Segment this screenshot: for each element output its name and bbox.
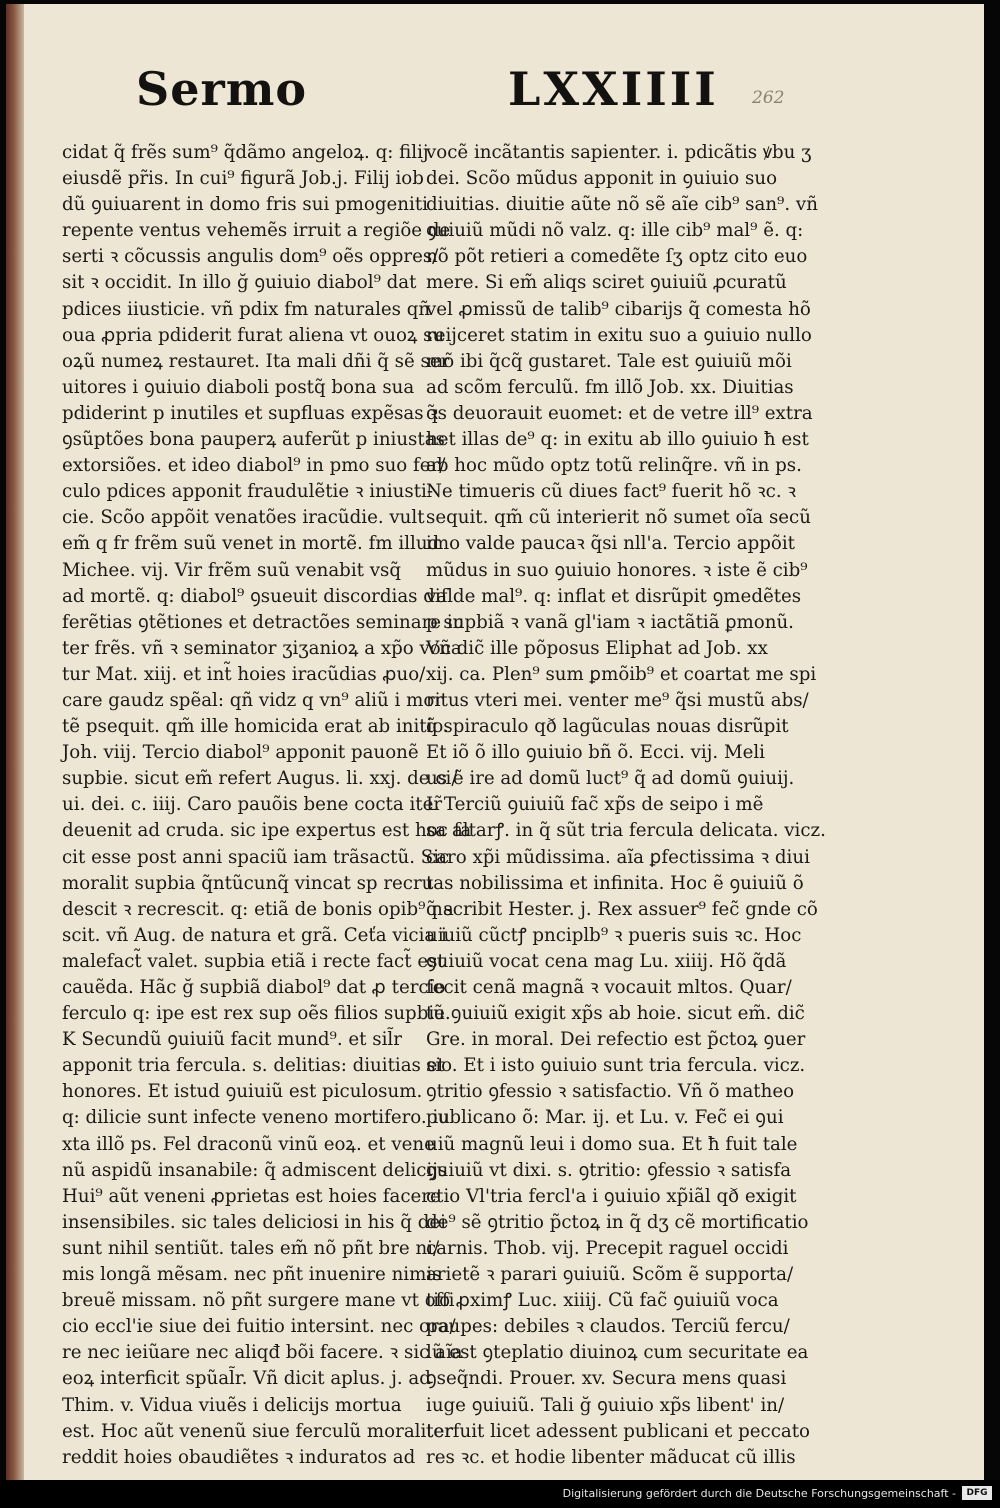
text-line: Gre. in moral. Dei refectio est p̃ctoꝝ ꝯuer (426, 1029, 806, 1051)
text-line: Hui⁹ aũt veneni ꝓprietas est hoies facere (62, 1185, 441, 1207)
text-line: descit ꝛ recrescit. q: etiã de bonis opib⁹ na (62, 898, 454, 920)
digitization-footer (0, 1480, 1000, 1508)
text-line: ui. dei. c. iiij. Caro pauõis bene cocta iter̃ (62, 794, 443, 816)
text-line: Et iõ õ illo ꝯuiuio bñ õ. Ecci. vij. Meli (426, 742, 765, 764)
book-binding-edge (6, 4, 24, 1480)
text-line: tẽ psequit. qm̃ ille homicida erat ab initio. (62, 716, 449, 738)
text-line: q̃ spiraculo qð lagũculas nouas disrũpit (426, 716, 789, 738)
text-line: dũ ꝯuiuarent in domo fris sui pmogeniti (62, 194, 428, 216)
text-line: xij. ca. Plen⁹ sum ꝑmõib⁹ et coartat me spi (426, 663, 817, 685)
text-line: carnis. Thob. vij. Precepit raguel occidi (426, 1237, 789, 1259)
text-line: terfuit licet adessent publicani et peccato (426, 1420, 810, 1442)
text-line: sa altarꝭ. in q̃ sũt tria fercula delicata. vicz. (426, 820, 826, 842)
text-line: q: dilicie sunt infecte veneno mortifero. iu (62, 1107, 450, 1129)
text-line: us ẽ ire ad domũ luct⁹ q̃ ad domũ ꝯuiuij. (426, 768, 795, 790)
text-line: oꝝũ numeꝝ restauret. Ita mali dñi q̃ sẽ ser (62, 350, 450, 372)
text-line: de⁹ sẽ ꝯtritio p̃ctoꝝ in q̃ dʒ cẽ mortificatio (426, 1211, 809, 1233)
text-line: repente ventus vehemẽs irruit a regiõe de (62, 220, 451, 242)
text-line: apponit tria fercula. s. delitias: diuitias et (62, 1055, 445, 1077)
book-page (6, 4, 984, 1480)
text-line: Michee. vij. Vir frẽm suũ venabit vsq̃ (62, 559, 401, 581)
text-line: culo pdices apponit fraudulẽtie ꝛ iniusti- (62, 481, 433, 503)
text-line: mere. Si em̃ aliqs sciret ꝯuiuiũ ꝓcuratũ (426, 272, 787, 294)
text-line: oua ꝓpria pdiderit furat aliena vt ouoꝝ su (62, 324, 445, 346)
text-line: supbie. sicut em̃ refert Augus. li. xxj. de ci/ (62, 768, 458, 790)
text-line: moralit supbia q̃ntũcunq̃ vincat sp recru (62, 872, 434, 894)
text-line: cidat q̃ frẽs sum⁹ q̃dãmo angeloꝝ. q: filij (62, 142, 429, 163)
text-line: publicano õ: Mar. ij. et Lu. v. Fec̃ ei ꝯui (426, 1107, 784, 1129)
text-line: het illas de⁹ q: in exitu ab illo ꝯuiuio ħ est (426, 429, 809, 451)
text-line: lũ est ꝯteplatio diuinoꝝ cum securitate ea (426, 1342, 809, 1364)
text-line: p supbiã ꝛ vanã gl'iam ꝛ iactãtiã ꝑmonũ. (426, 611, 794, 633)
text-line: caro xp̃i mũdissima. aĩa ꝑfectissima ꝛ diui (426, 846, 810, 868)
text-line: deuenit ad cruda. sic ipe expertus est hoc fa (62, 820, 472, 842)
text-line: ꝯuiuiũ mũdi nõ valz. q: ille cib⁹ mal⁹ ẽ. q: (426, 220, 804, 242)
text-line: L Terciũ ꝯuiuiũ fac̃ xp̃s de seipo i mẽ (426, 794, 764, 816)
text-line: ad mortẽ. q: diabol⁹ ꝯsueuit discordias dif (62, 585, 448, 607)
text-line: tas nobilissima et infinita. Hoc ẽ ꝯuiuiũ õ (426, 872, 804, 894)
text-line: nõ põt retieri a comedẽte ſʒ optz cito euo (426, 246, 808, 268)
text-line: malefact̃ valet. supbia etiã i recte fact̃ est (62, 950, 445, 972)
pencil-folio-number: 262 (752, 88, 785, 108)
text-column-right (426, 140, 826, 1471)
text-line: re nec ieiũare nec aliqđ bõi facere. ꝛ sic aĩa (62, 1342, 463, 1364)
text-line: ꝯuiuiũ vocat cena mag Lu. xiiij. Hõ q̃dã (426, 950, 787, 972)
text-line: ꝯseq̃ndi. Prouer. xv. Secura mens quasi (426, 1368, 787, 1390)
text-line: extorsiões. et ideo diabol⁹ in pmo suo fer/ (62, 455, 446, 477)
text-line: ꝯtritio ꝯfessio ꝛ satisfactio. Vñ õ matheo (426, 1081, 795, 1103)
text-line: q̃ scribit Hester. j. Rex assuer⁹ fec̃ gnde cõ (426, 898, 818, 920)
text-line: breuẽ missam. nõ pñt surgere mane vt offi (62, 1290, 455, 1312)
text-line: honores. Et istud ꝯuiuiũ est piculosum. (62, 1081, 423, 1103)
text-line: valde mal⁹. q: inflat et disrũpit ꝯmedẽtes (426, 585, 802, 607)
text-line: ter frẽs. vñ ꝛ seminator ʒiʒanioꝝ a xp̃o voca (62, 637, 462, 659)
text-line: dei. Scõo mũdus apponit in ꝯuiuio suo (426, 168, 778, 190)
text-line: mõ ibi q̃cq̃ gustaret. Tale est ꝯuiuiũ mõi (426, 350, 792, 372)
text-column-left (62, 140, 472, 1471)
text-line: pdiderint p inutiles et supfluas expẽsas ꝛ (62, 402, 438, 424)
text-line: K Secundũ ꝯuiuiũ facit mund⁹. et sil̃r (62, 1029, 402, 1051)
text-line: uitores i ꝯuiuio diaboli postq̃ bona sua (62, 376, 415, 398)
text-line: arietẽ ꝛ parari ꝯuiuiũ. Scõm ẽ supporta/ (426, 1264, 794, 1286)
text-line: sequit. qm̃ cũ interierit nõ sumet oĩa secũ (426, 507, 811, 529)
text-line: iuge ꝯuiuiũ. Tali ğ ꝯuiuio xp̃s libent' in/ (426, 1394, 785, 1416)
sermon-number: LXXIIII (508, 62, 719, 116)
text-line: pdices iiusticie. vñ pdix fm naturales qñ (62, 298, 431, 320)
text-line: Thim. v. Vidua viuẽs i delicijs mortua (62, 1394, 402, 1416)
text-line: eoꝝ interficit spũal̃r. Vñ dicit aplus. j. ad (62, 1368, 431, 1390)
text-line: xta illõ ps. Fel draconũ vinũ eoꝝ. et vene (62, 1133, 435, 1155)
text-line: Joh. viij. Tercio diabol⁹ apponit pauonẽ (62, 742, 419, 764)
text-line: vocẽ incãtantis sapienter. i. pdicãtis ꝟbu ʒ (426, 142, 812, 163)
text-line: em̃ q fr frẽm suũ venet in mortẽ. fm illud (62, 533, 440, 555)
text-line: tur Mat. xiij. et int̃ hoies iracũdias ꝓuo/ (62, 663, 426, 685)
text-line: tũ ꝯuiuiũ exigit xp̃s ab hoie. sicut em̃. dic̃ (426, 1003, 805, 1025)
text-line: mũdus in suo ꝯuiuio honores. ꝛ iste ẽ cib⁹ (426, 559, 808, 581)
text-line: ad scõm ferculũ. fm illõ Job. xx. Diuitias (426, 376, 794, 398)
text-line: ritus vteri mei. venter me⁹ q̃si mustũ abs/ (426, 689, 809, 711)
text-line: sit ꝛ occidit. In illo ğ ꝯuiuio diabol⁹ dat (62, 272, 417, 294)
text-line: cio eccl'ie siue dei fuitio intersint. nec ora/ (62, 1316, 456, 1338)
text-line: reddit hoies obaudiẽtes ꝛ induratos ad (62, 1446, 416, 1468)
text-line: cie. Scõo appõit venatões iracũdie. vult (62, 507, 425, 529)
text-line: ctio Vl'tria fercl'a i ꝯuiuio xp̃iãl qð exigit (426, 1185, 797, 1207)
text-line: uiuiũ cũctꝭ pnciplb⁹ ꝛ pueris suis ꝛc. Hoc (426, 924, 802, 946)
funding-credit: Digitalisierung gefördert durch die Deutsche Forschungsgemeinschaft - (562, 1487, 956, 1500)
text-line: uiũ magnũ leui i domo sua. Et ħ fuit tale (426, 1133, 798, 1155)
text-line: insensibiles. sic tales deliciosi in his q̃ dei (62, 1211, 446, 1233)
text-line: imo valde paucaꝛ q̃si nll'a. Tercio appõit (426, 533, 795, 555)
text-line: ferẽtias ꝯtẽtiones et detractões seminare in (62, 611, 465, 633)
text-line: diuitias. diuitie aũte nõ sẽ aĩe cib⁹ san⁹. vñ (426, 194, 818, 216)
running-title: Sermo (136, 62, 308, 116)
text-line: est. Hoc aũt venenũ siue ferculũ moraliter (62, 1420, 454, 1442)
text-line: Ne timueris cũ diues fact⁹ fuerit hõ ꝛc. ꝛ (426, 481, 797, 503)
text-line: res ꝛc. et hodie libenter mãducat cũ illis (426, 1446, 796, 1468)
text-line: ꝯuiuiũ vt dixi. s. ꝯtritio: ꝯfessio ꝛ satisfa (426, 1159, 792, 1181)
text-line: tio ꝓximꝭ Luc. xiiij. Cũ fac̃ ꝯuiuiũ voca (426, 1290, 779, 1312)
text-line: vel ꝓmissũ de talib⁹ cibarijs q̃ comesta hõ (426, 298, 811, 320)
text-line: serti ꝛ cõcussis angulis dom⁹ oẽs oppres/ (62, 246, 439, 268)
text-line: Vñ dic̃ ille põposus Eliphat ad Job. xx (426, 637, 768, 659)
text-line: q̃s deuorauit euomet: et de vetre ill⁹ extra (426, 402, 813, 424)
text-line: nũ aspidũ insanabile: q̃ admiscent delicijs (62, 1159, 448, 1181)
text-line: sio. Et i isto ꝯuiuio sunt tria fercula. vicz. (426, 1055, 806, 1077)
dfg-logo: DFG (962, 1486, 992, 1500)
text-line: ab hoc mũdo optz totũ relinq̃re. vñ in ps. (426, 455, 802, 477)
text-line: paupes: debiles ꝛ claudos. Terciũ fercu/ (426, 1316, 790, 1338)
text-line: scit. vñ Aug. de natura et grã. Ceťa vicia i (62, 924, 447, 946)
text-line: reijceret statim in exitu suo a ꝯuiuio nullo (426, 324, 812, 346)
text-line: ferculo q: ipe est rex sup oẽs filios supbie. (62, 1003, 451, 1025)
text-line: mis longã mẽsam. nec pñt inuenire nimis (62, 1264, 442, 1286)
text-line: fecit cenã magnã ꝛ vocauit mltos. Quar/ (426, 977, 792, 998)
text-line: care gaudz spẽal: qñ vidz q vn⁹ aliũ i mor (62, 689, 443, 711)
text-line: cit esse post anni spaciũ iam trãsactũ. Sic (62, 846, 450, 868)
text-line: eiusdẽ pr̃is. In cui⁹ figurã Job.j. Filij iob (62, 168, 424, 190)
text-line: sunt nihil sentiũt. tales em̃ nõ pñt bre ni/ (62, 1237, 440, 1259)
text-line: cauẽda. Hãc ğ supbiã diabol⁹ dat ꝓ tercio (62, 977, 446, 998)
text-line: ꝯsũptões bona pauperꝝ auferũt p iniustas (62, 429, 445, 451)
